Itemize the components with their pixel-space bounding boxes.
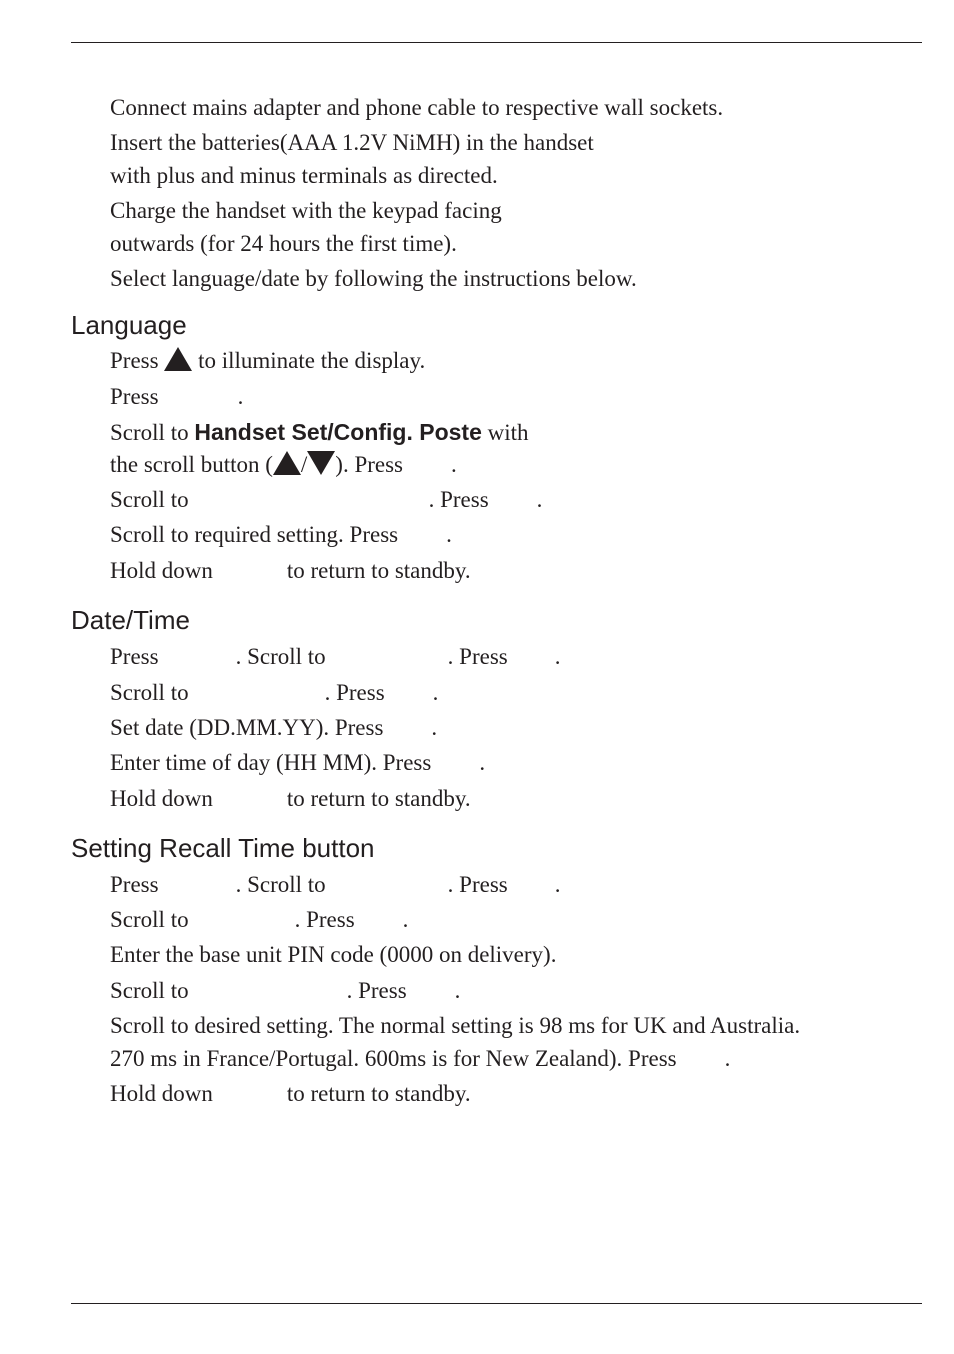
- text: Scroll to: [110, 487, 189, 512]
- text: .: [724, 1046, 731, 1071]
- datetime-heading: Date/Time: [71, 605, 190, 635]
- recall-step-6: [110, 1079, 471, 1109]
- language-step-3: [110, 417, 529, 448]
- datetime-step-3: [110, 713, 437, 743]
- text: Scroll to: [110, 978, 189, 1003]
- text: .: [402, 907, 409, 932]
- text: .: [446, 522, 452, 547]
- text: to return to standby.: [286, 786, 471, 811]
- recall-step-4: [110, 976, 460, 1006]
- text: .: [554, 644, 561, 669]
- datetime-step-4: [110, 748, 485, 778]
- text: .: [536, 487, 543, 512]
- text: to return to standby.: [286, 1081, 471, 1106]
- recall-step-2: [110, 905, 408, 935]
- text: /: [300, 452, 308, 477]
- text: . Press: [428, 487, 489, 512]
- text: 270 ms in France/Portugal. 600ms is for New Zealand). Press: [110, 1046, 677, 1071]
- text: .: [479, 750, 486, 775]
- language-step-5: [110, 520, 452, 550]
- text: Press: [110, 384, 159, 409]
- recall-step-1: [110, 870, 560, 900]
- text: the scroll button (: [110, 452, 273, 477]
- intro-line-1: Connect mains adapter and phone cable to respective wall sockets.: [110, 95, 724, 120]
- intro-line-6: Select language/date by following the instructions below.: [110, 266, 637, 291]
- language-step-4: [110, 485, 542, 515]
- text: with: [487, 420, 529, 445]
- text: Scroll to: [110, 680, 189, 705]
- text: Hold down: [110, 558, 213, 583]
- top-rule: [71, 42, 922, 43]
- language-step-2: [110, 382, 243, 412]
- intro-line-4: Charge the handset with the keypad facing: [110, 198, 502, 223]
- text: .: [451, 452, 457, 477]
- text: to illuminate the display.: [198, 348, 426, 373]
- datetime-step-1: [110, 642, 560, 672]
- up-arrow-icon: [164, 347, 192, 371]
- datetime-step-5: [110, 784, 471, 814]
- intro-line-2: Insert the batteries(AAA 1.2V NiMH) in the handset: [110, 130, 594, 155]
- text: .: [431, 715, 438, 740]
- text: . Scroll to: [235, 872, 326, 897]
- text: .: [237, 384, 244, 409]
- text: . Press: [346, 978, 407, 1003]
- text: Press: [110, 348, 159, 373]
- text: . Scroll to: [235, 644, 326, 669]
- language-step-3-cont: [110, 450, 457, 480]
- down-arrow-icon: [307, 451, 335, 475]
- text: Scroll to: [110, 420, 189, 445]
- text: Enter time of day (HH MM). Press: [110, 750, 432, 775]
- text: Set date (DD.MM.YY). Press: [110, 715, 384, 740]
- language-step-1: [110, 346, 425, 376]
- text: Scroll to: [110, 907, 189, 932]
- up-arrow-icon: [273, 451, 301, 475]
- menu-item-name: Handset Set/Config. Poste: [194, 419, 482, 445]
- text: Scroll to required setting. Press: [110, 522, 399, 547]
- text: Hold down: [110, 1081, 213, 1106]
- recall-heading: Setting Recall Time button: [71, 833, 375, 863]
- bottom-rule: [71, 1303, 922, 1304]
- recall-step-5-cont: [110, 1044, 730, 1074]
- text: Press: [110, 644, 159, 669]
- intro-line-3: with plus and minus terminals as directed.: [110, 163, 498, 188]
- datetime-step-2: [110, 678, 438, 708]
- text: . Press: [324, 680, 385, 705]
- text: .: [432, 680, 439, 705]
- text: . Press: [447, 872, 508, 897]
- recall-step-3: Enter the base unit PIN code (0000 on delivery).: [110, 942, 557, 967]
- intro-line-5: outwards (for 24 hours the first time).: [110, 231, 457, 256]
- text: . Press: [447, 644, 508, 669]
- text: .: [554, 872, 561, 897]
- text: .: [454, 978, 461, 1003]
- text: Hold down: [110, 786, 213, 811]
- text: ). Press: [335, 452, 404, 477]
- text: . Press: [294, 907, 355, 932]
- text: to return to standby.: [286, 558, 471, 583]
- text: Press: [110, 872, 159, 897]
- language-heading: Language: [71, 310, 187, 340]
- recall-step-5: Scroll to desired setting. The normal setting is 98 ms for UK and Australia.: [110, 1013, 801, 1038]
- language-step-6: [110, 556, 471, 586]
